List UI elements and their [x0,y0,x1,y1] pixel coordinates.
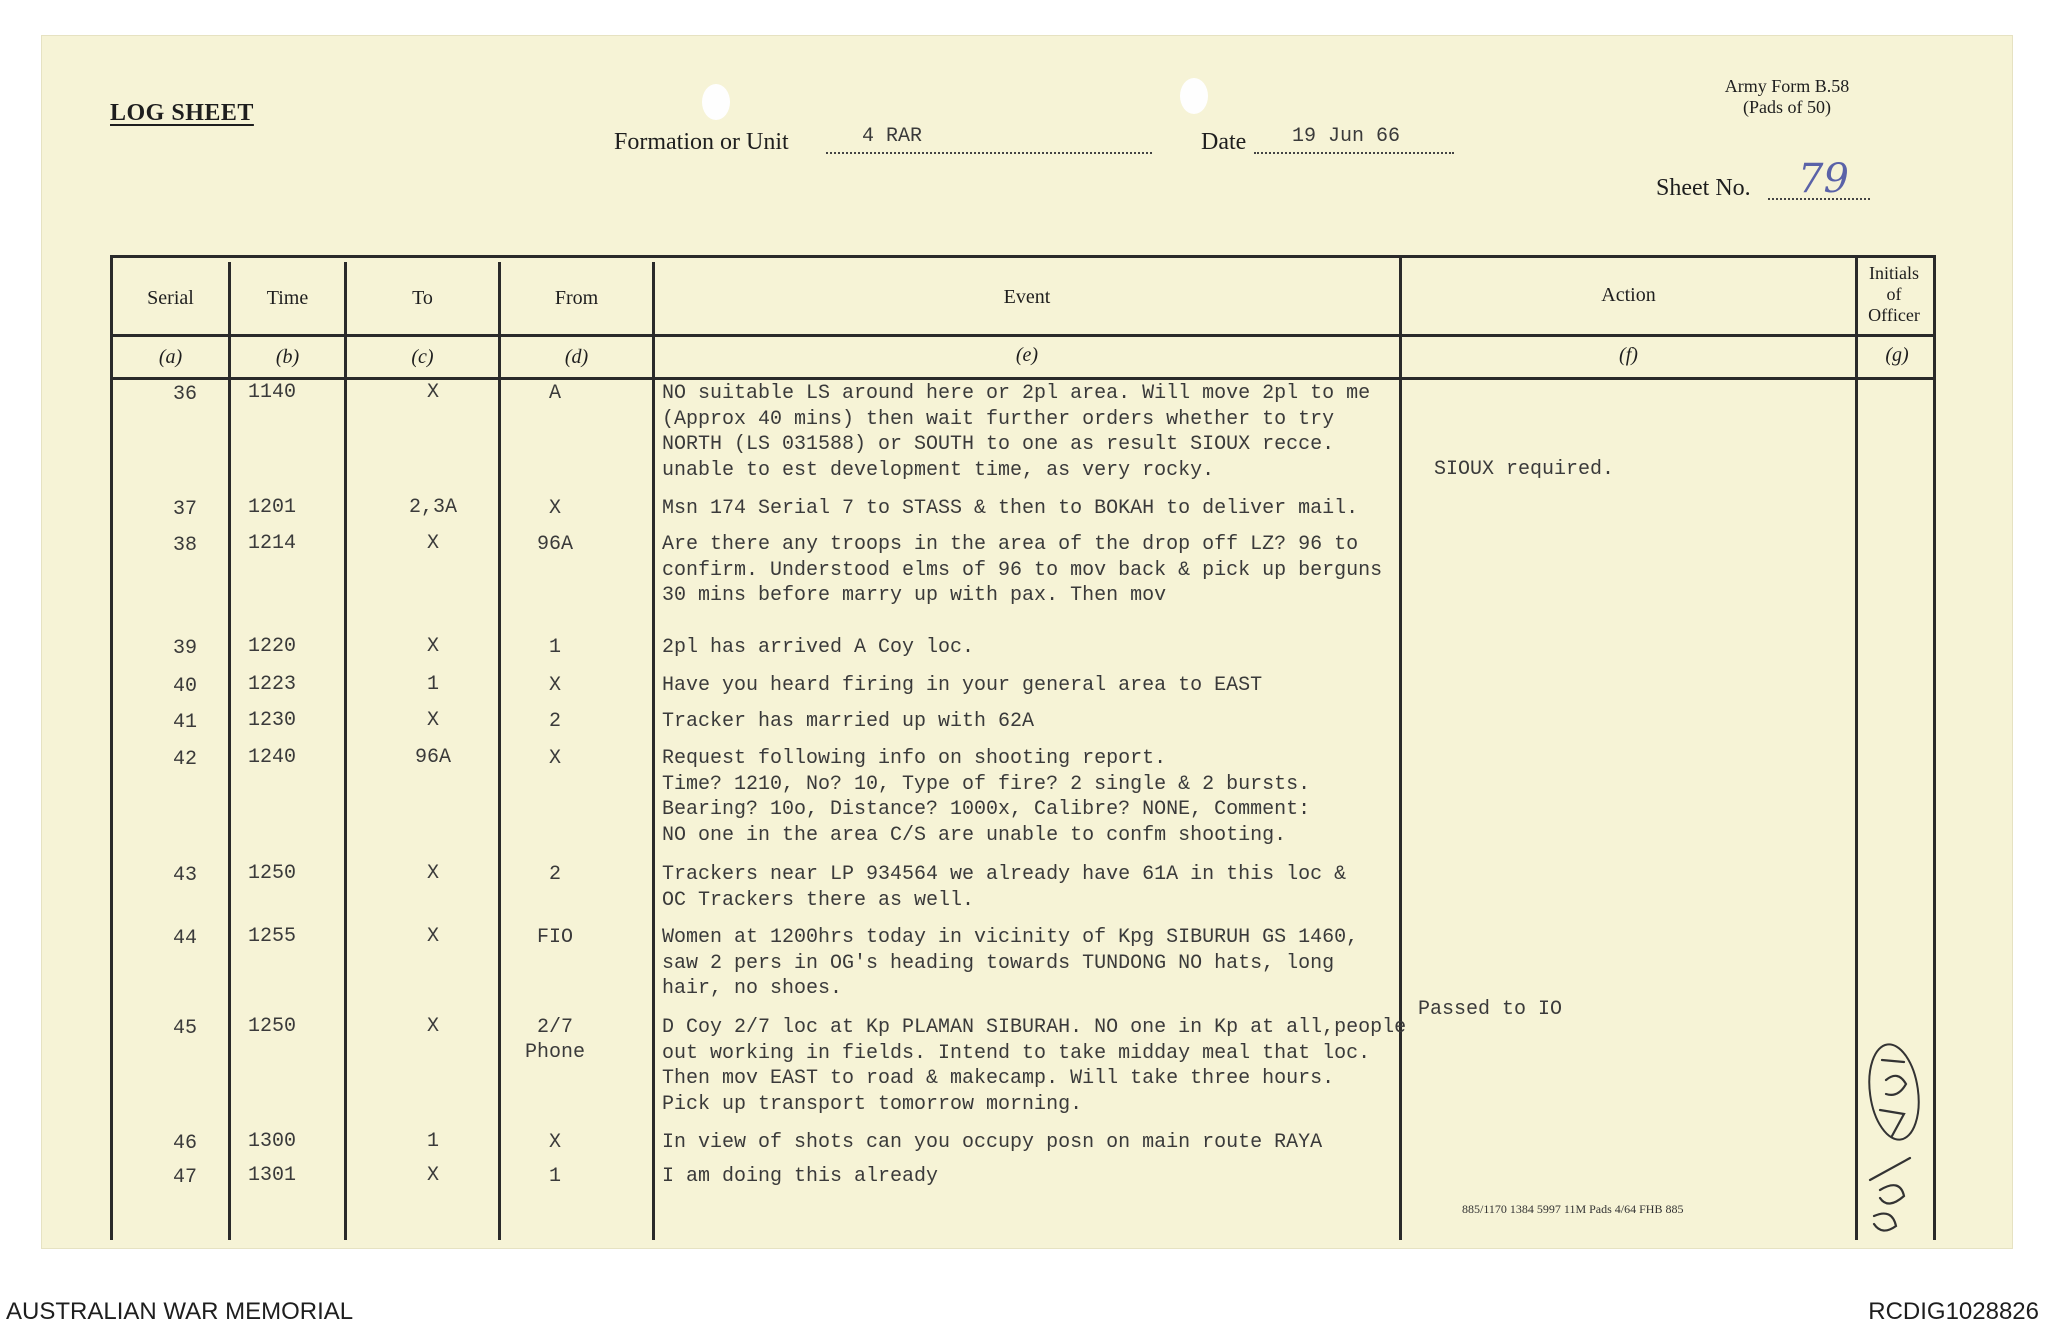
entry-event-line: I am doing this already [662,1165,939,1188]
entry-from: X [548,1131,561,1154]
col-header-initials: Initials of Officer [1868,263,1920,325]
entry-time: 1300 [248,1130,297,1153]
entry-event-line: (Approx 40 mins) then wait further orders whether to try [662,407,1335,431]
entry-from: 1 [548,636,561,659]
entry-time: 1240 [248,746,297,769]
entry-event-line: Time? 1210, No? 10, Type of fire? 2 single & 2 bursts. [662,772,1311,796]
entry-event [662,381,1370,483]
col-header-to: To [412,287,433,309]
entry-event [662,709,1034,735]
margin-note [1852,1040,1932,1240]
col-sub-d: (d) [564,346,589,368]
entry-event [662,1164,938,1190]
col-header-action: Action [1601,284,1656,306]
entry-from: X [548,747,561,770]
entry-to: 96A [414,746,451,769]
entry-time: 1301 [248,1164,297,1187]
entry-event [662,746,1310,848]
entry-event [662,862,1346,913]
entry-to: X [426,862,439,885]
entry-serial: 47 [172,1166,197,1189]
entry-event [662,1130,1322,1156]
entry-serial: 45 [172,1017,197,1040]
date-value: 19 Jun 66 [1292,125,1401,148]
entry-serial: 42 [172,748,197,771]
handwritten-folio-icon [1852,1040,1932,1240]
entry-serial: 37 [172,498,197,521]
entry-event-line: NO one in the area C/S are unable to confm shooting. [662,823,1287,847]
col-header-time: Time [266,287,309,309]
entry-from: 2 [548,710,561,733]
col-sub-a: (a) [158,346,183,368]
entry-time: 1223 [248,673,297,696]
entry-from: X [548,674,561,697]
entry-event-line: out working in fields. Intend to take midday meal that loc. [662,1041,1371,1065]
entry-from: 2 [548,863,561,886]
entry-serial: 44 [172,927,197,950]
entry-event [662,1015,1406,1117]
entry-event [662,635,974,661]
entry-time: 1220 [248,635,297,658]
entry-event-line: D Coy 2/7 loc at Kp PLAMAN SIBURAH. NO one in Kp at all,people [662,1016,1407,1039]
entry-to: X [426,1015,439,1038]
entry-from: FIO [536,926,573,949]
entry-from: 1 [548,1165,561,1188]
entry-action: Passed to IO [1418,998,1563,1021]
entry-event-line: Msn 174 Serial 7 to STASS & then to BOKAH to deliver mail. [662,497,1359,520]
printer-code: 885/1170 1384 5997 11M Pads 4/64 FHB 885 [1462,1202,1684,1216]
entry-event-line: Request following info on shooting report. [662,747,1167,770]
entry-time: 1255 [248,925,297,948]
entry-serial: 41 [172,711,197,734]
entry-time: 1201 [248,496,297,519]
col-sub-f: (f) [1619,344,1638,366]
entry-event [662,925,1358,1002]
col-sub-g: (g) [1885,344,1909,366]
entry-time: 1230 [248,709,297,732]
entry-event-line: Trackers near LP 934564 we already have 61A in this loc & [662,863,1347,886]
entry-to: 2,3A [408,496,457,519]
entry-event-line: Then mov EAST to road & makecamp. Will take three hours. [662,1067,1335,1090]
sheet-label: Sheet No. [1656,175,1751,201]
entry-event-line: saw 2 pers in OG's heading towards TUNDONG NO hats, long [662,951,1335,975]
footer-reference: RCDIG1028826 [1868,1298,2039,1325]
entry-time: 1250 [248,862,297,885]
entry-event [662,496,1358,522]
col-sub-c: (c) [411,346,434,368]
entry-event [662,673,1262,699]
entry-event-line: Have you heard firing in your general area to EAST [662,674,1263,697]
entry-serial: 38 [172,534,197,557]
col-header-serial: Serial [147,287,194,309]
entry-time: 1250 [248,1015,297,1038]
entry-time: 1140 [248,381,297,404]
sheet-value: 79 [1798,156,1849,202]
entry-to: 1 [426,673,439,696]
entry-from: X [548,497,561,520]
entry-event-line: 2pl has arrived A Coy loc. [662,636,975,659]
entry-event-line: Are there any troops in the area of the drop off LZ? 96 to [662,533,1359,556]
entry-to: X [426,925,439,948]
entry-event-line: Bearing? 10o, Distance? 1000x, Calibre? NONE, Comment: [662,798,1311,821]
entry-time: 1214 [248,532,297,555]
margin-note-text [1852,1040,1853,1041]
unit-value: 4 RAR [862,125,923,148]
date-field [1254,126,1454,154]
unit-label: Formation or Unit [614,129,789,155]
entry-event-line: 30 mins before marry up with pax. Then mov [662,584,1167,607]
entry-from: 96A [536,533,573,556]
entry-event-line: NORTH (LS 031588) or SOUTH to one as result SIOUX recce. [662,433,1335,456]
entry-to: X [426,709,439,732]
entry-to: X [426,1164,439,1187]
entry-event-line: Women at 1200hrs today in vicinity of Kpg SIBURUH GS 1460, [662,926,1359,949]
entry-event-line: unable to est development time, as very rocky. [662,458,1215,482]
entry-serial: 46 [172,1132,197,1155]
col-sub-b: (b) [275,346,300,368]
entry-event [662,532,1382,609]
form-title: LOG SHEET [110,100,254,126]
entry-action: SIOUX required. [1434,457,1615,481]
pads-label: (Pads of 50) [1743,97,1831,117]
entry-serial: 36 [172,383,197,406]
entry-event-line: Tracker has married up with 62A [662,710,1035,733]
entry-from: A [548,382,561,405]
entry-event-line: hair, no shoes. [662,977,843,1000]
entry-to: 1 [426,1130,439,1153]
entry-event-line: In view of shots can you occupy posn on main route RAYA [662,1131,1323,1154]
col-header-event: Event [1003,286,1051,308]
entry-serial: 40 [172,675,197,698]
entry-to: X [426,381,439,404]
entry-to: X [426,635,439,658]
entry-serial: 43 [172,864,197,887]
sheet-field [1768,156,1870,202]
entry-event-line: confirm. Understood elms of 96 to mov back & pick up berguns [662,558,1383,582]
army-form-label: Army Form B.58 [1724,76,1850,96]
punch-hole [702,84,730,120]
col-sub-e: (e) [1015,344,1039,366]
entry-to: X [426,532,439,555]
entry-event-line: Pick up transport tomorrow morning. [662,1092,1083,1116]
footer-archive-name: AUSTRALIAN WAR MEMORIAL [6,1298,354,1325]
punch-hole [1180,78,1208,114]
unit-field [826,126,1152,154]
date-label: Date [1201,129,1247,155]
entry-event-line: OC Trackers there as well. [662,888,975,912]
entry-from: 2/7 Phone [524,1016,585,1064]
entry-event-line: NO suitable LS around here or 2pl area. Will move 2pl to me [662,382,1371,405]
entry-serial: 39 [172,637,197,660]
col-header-from: From [554,287,599,309]
